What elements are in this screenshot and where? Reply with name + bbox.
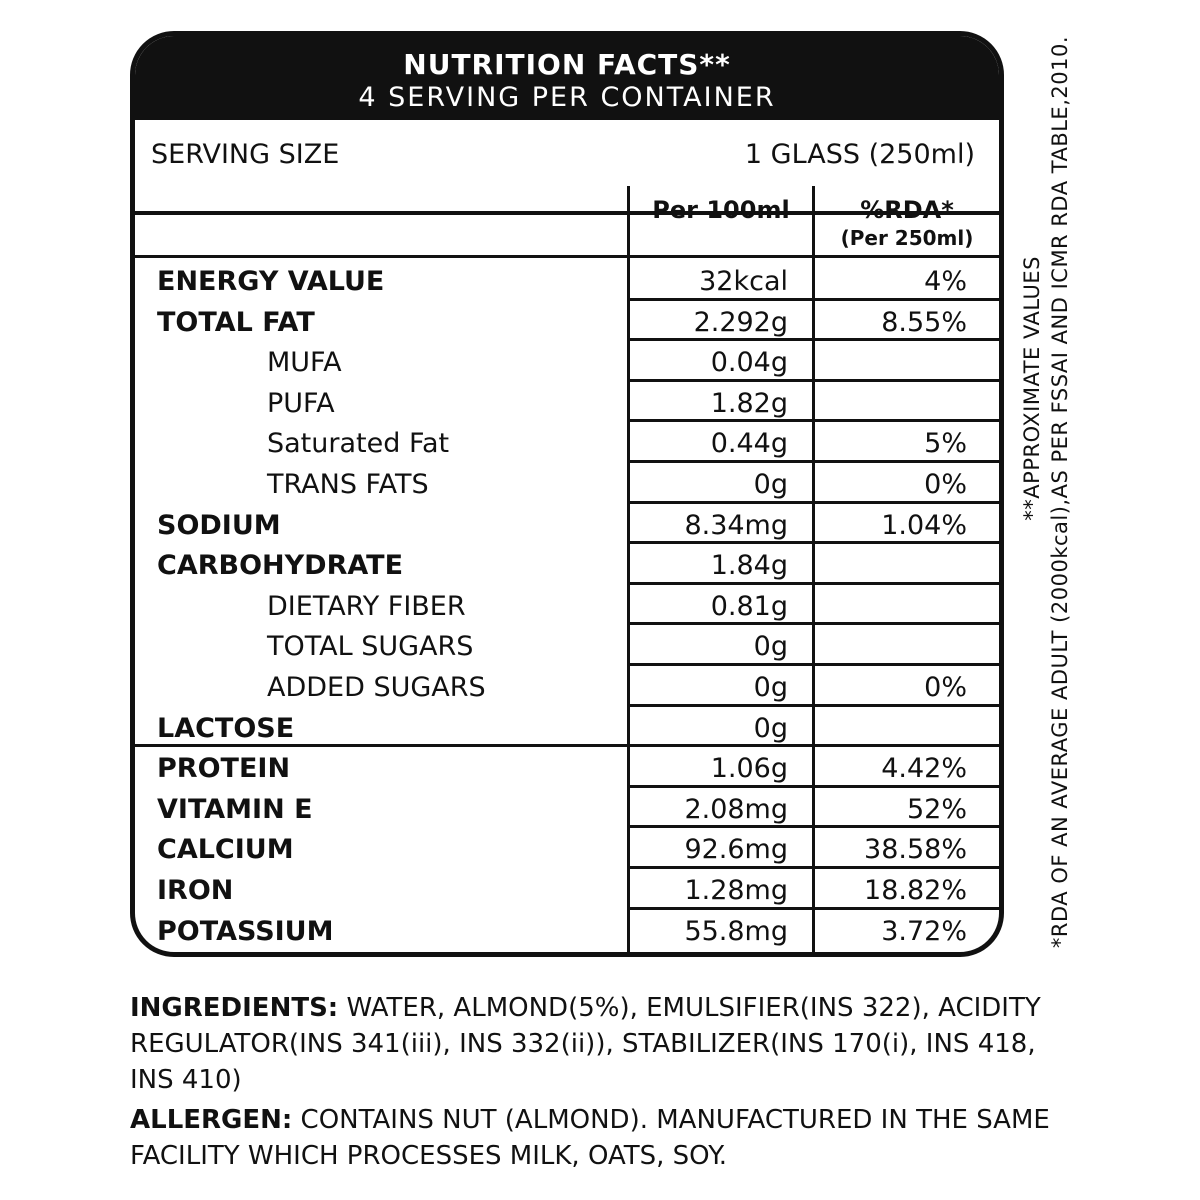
serving-size-label: SERVING SIZE [151, 139, 340, 170]
table-row [135, 828, 999, 869]
table-row [135, 585, 999, 626]
approx-values-note: **APPROXIMATE VALUES [1020, 256, 1044, 521]
allergen-label: ALLERGEN: [130, 1105, 293, 1135]
per100-value: 2.292g [693, 306, 788, 338]
per100-value: 1.82g [710, 387, 788, 419]
nutrient-name: DIETARY FIBER [267, 590, 466, 622]
per100-value: 55.8mg [684, 915, 788, 947]
per100-value: 0.44g [710, 428, 788, 460]
nutrient-name: CALCIUM [157, 834, 294, 866]
nutrient-name: TOTAL SUGARS [267, 631, 474, 663]
table-row [135, 382, 999, 423]
rda-source-note: *RDA OF AN AVERAGE ADULT (2000kcal),AS PER FSSAI AND ICMR RDA TABLE,2010. [1048, 36, 1072, 949]
nutrient-name: LACTOSE [157, 712, 295, 744]
per100-value: 1.84g [710, 550, 788, 582]
allergen-text: CONTAINS NUT (ALMOND). MANUFACTURED IN THE SAME FACILITY WHICH PROCESSES MILK, OATS, SOY. [130, 1105, 1050, 1171]
nutrient-name: TOTAL FAT [157, 306, 315, 338]
rda-value: 0% [924, 671, 967, 703]
table-row [135, 504, 999, 545]
column-header-rda-sub: (Per 250ml) [840, 226, 974, 250]
per100-value: 0g [753, 468, 788, 500]
nutrient-name: SODIUM [157, 509, 281, 541]
per100-value: 32kcal [699, 266, 788, 297]
panel-title: NUTRITION FACTS** [403, 48, 731, 81]
table-row [135, 666, 999, 707]
per100-value: 0.04g [710, 347, 788, 379]
column-header-rda: %RDA* [860, 196, 954, 224]
nutrient-name: Saturated Fat [267, 428, 450, 460]
per100-value: 92.6mg [684, 834, 788, 866]
rda-value: 8.55% [881, 306, 967, 338]
rda-value: 4.42% [881, 753, 967, 785]
nutrient-name: CARBOHYDRATE [157, 550, 404, 582]
nutrient-name: IRON [157, 874, 234, 906]
table-row [135, 301, 999, 342]
rda-value: 5% [924, 428, 967, 460]
table-row [135, 910, 999, 951]
rda-value: 18.82% [864, 874, 967, 906]
table-row [135, 869, 999, 910]
column-header-per100: Per 100ml [652, 196, 790, 224]
table-row [135, 625, 999, 666]
ingredients-section [130, 990, 1070, 1098]
ingredients-label: INGREDIENTS: [130, 993, 339, 1023]
rda-value: 4% [924, 266, 967, 297]
rda-value: 1.04% [881, 509, 967, 541]
rda-value: 0% [924, 468, 967, 500]
rda-value: 38.58% [864, 834, 967, 866]
nutrient-name: TRANS FATS [267, 468, 429, 500]
side-footnotes [1018, 36, 1078, 968]
allergen-section [130, 1102, 1070, 1174]
nutrient-name: ADDED SUGARS [267, 671, 486, 703]
per100-value: 1.06g [710, 753, 788, 785]
column-headers [135, 186, 999, 258]
rda-value: 3.72% [881, 915, 967, 947]
nutrient-name: MUFA [267, 347, 342, 379]
per100-value: 0g [753, 671, 788, 703]
nutrient-name: POTASSIUM [157, 915, 334, 947]
table-row [135, 422, 999, 463]
per100-value: 0g [753, 631, 788, 663]
ingredients-text: WATER, ALMOND(5%), EMULSIFIER(INS 322), ACIDITY REGULATOR(INS 341(iii), INS 332(ii)), STABILIZER(INS 170(i), INS 418, INS 410) [130, 993, 1041, 1095]
nutrient-name: PUFA [267, 387, 335, 419]
nutrient-name: VITAMIN E [157, 793, 313, 825]
table-row [135, 544, 999, 585]
rotated-footnotes [1018, 36, 1078, 968]
serving-size-value: 1 GLASS (250ml) [744, 139, 975, 170]
table-row [135, 260, 999, 301]
nutrition-facts-panel [130, 31, 1004, 957]
panel-header [135, 36, 999, 120]
per100-value: 0g [753, 712, 788, 744]
panel-subtitle: 4 SERVING PER CONTAINER [358, 82, 776, 113]
nutrient-name: PROTEIN [157, 753, 291, 785]
table-row [135, 747, 999, 788]
table-row [135, 788, 999, 829]
nutrient-rows [135, 260, 999, 950]
per100-value: 0.81g [710, 590, 788, 622]
per100-value: 1.28mg [684, 874, 788, 906]
per100-value: 8.34mg [684, 509, 788, 541]
table-row [135, 463, 999, 504]
rda-value: 52% [906, 793, 967, 825]
per100-value: 2.08mg [684, 793, 788, 825]
table-row [135, 341, 999, 382]
table-row [135, 707, 999, 748]
nutrient-name: ENERGY VALUE [157, 266, 385, 297]
